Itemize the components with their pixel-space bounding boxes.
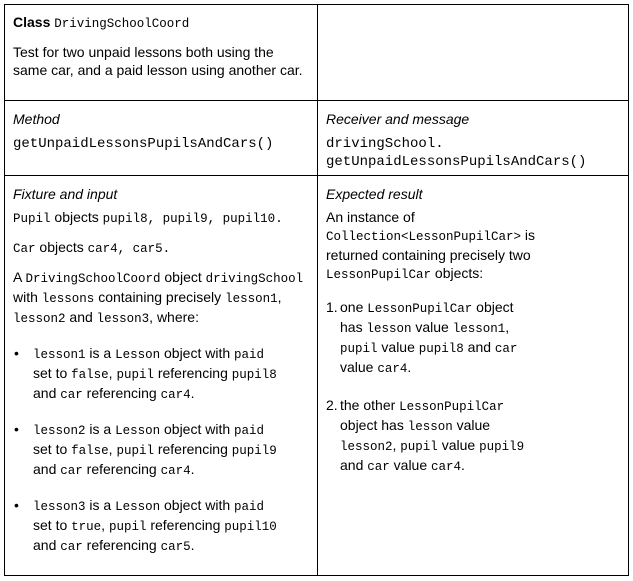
pupils-mid: objects	[50, 209, 103, 225]
bullet-icon: •	[14, 345, 19, 361]
method-value: getUnpaidLessonsPupilsAndCars()	[13, 136, 274, 152]
bullet-icon: •	[14, 497, 19, 513]
fixture-pupils	[13, 208, 309, 228]
cars-type: Car	[13, 242, 36, 256]
fixture-body	[5, 208, 317, 556]
fixture-cars	[13, 238, 309, 258]
cars-names: car4, car5.	[87, 242, 171, 256]
expected-header: Expected result	[326, 186, 423, 202]
fixture-bullet-item: • lesson2 is a Lesson object with paid set to false, pupil referencing pupil9 and car referencing car4.	[14, 421, 277, 478]
receiver-line-2: getUnpaidLessonsPupilsAndCars()	[326, 154, 587, 170]
pupils-type: Pupil	[13, 212, 51, 226]
method-header: Method	[13, 111, 60, 127]
fixture-bullet-item: • lesson3 is a Lesson object with paid set to true, pupil referencing pupil10 and car referencing car5.	[14, 497, 277, 554]
class-description: Test for two unpaid lessons both using the same car, and a paid lesson using another car.	[13, 44, 303, 78]
class-title	[13, 13, 309, 33]
receiver-line-1: drivingSchool.	[326, 136, 444, 152]
expected-items	[326, 298, 622, 476]
row-divider-1	[5, 100, 628, 101]
expected-item: 2. the other LessonPupilCar object has lesson value lesson2, pupil value pupil9 and car value car4.	[326, 397, 525, 474]
fixture-coord: A DrivingSchoolCoord object drivingSchool with lessons containing precisely lesson1, lesson2 and lesson3, where:	[13, 269, 304, 326]
row-divider-2	[5, 175, 628, 176]
expected-item: 1. one LessonPupilCar object has lesson value lesson1, pupil value pupil8 and car value car4.	[326, 299, 518, 376]
receiver-header: Receiver and message	[326, 111, 470, 127]
expected-body	[318, 208, 630, 476]
class-label: Class	[13, 14, 51, 30]
bullet-icon: •	[14, 421, 19, 437]
class-cell	[5, 13, 317, 79]
fixture-bullet-item: • lesson1 is a Lesson object with paid set to false, pupil referencing pupil8 and car referencing car4.	[14, 345, 277, 402]
class-name: DrivingSchoolCoord	[54, 17, 190, 31]
receiver-value	[318, 135, 630, 171]
cars-mid: objects	[35, 239, 88, 255]
fixture-header: Fixture and input	[13, 186, 118, 202]
fixture-bullets	[13, 344, 309, 556]
pupils-names: pupil8, pupil9, pupil10.	[102, 212, 283, 226]
expected-intro: An instance of Collection<LessonPupilCar> is returned containing precisely two LessonPupilCar objects:	[326, 209, 536, 282]
test-table	[4, 4, 629, 576]
